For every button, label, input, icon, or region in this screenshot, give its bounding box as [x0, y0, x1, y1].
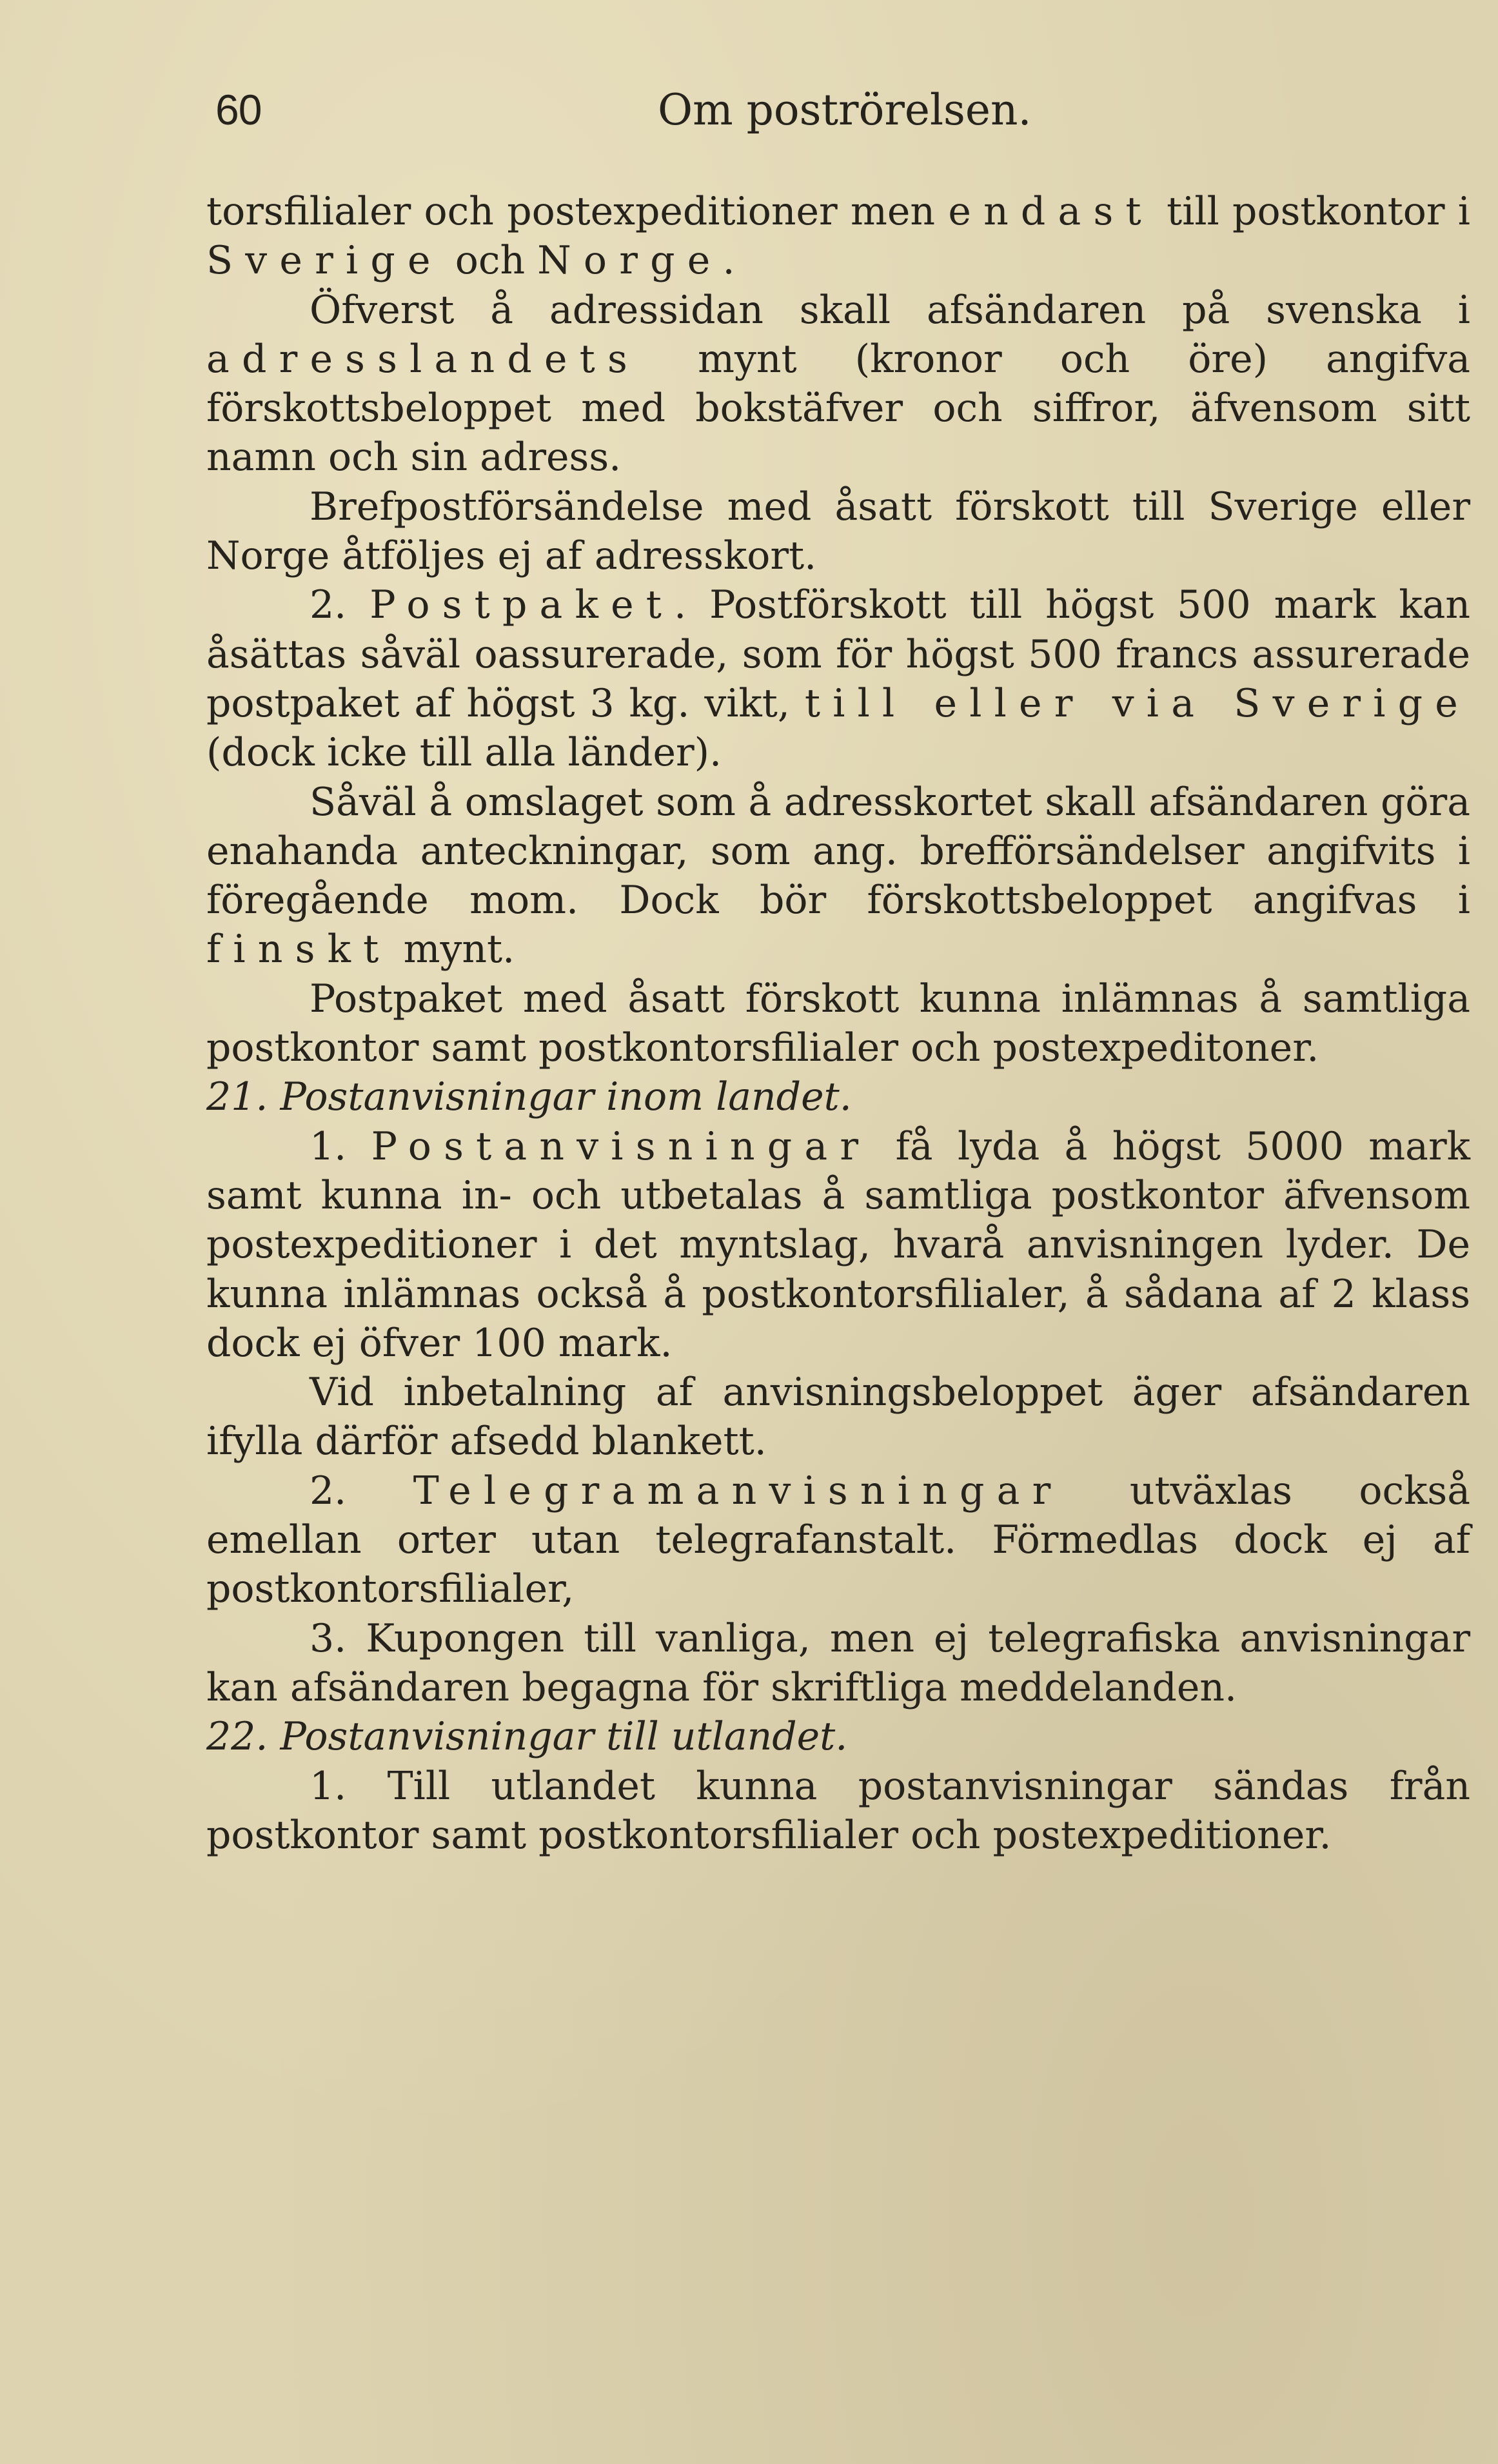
- p1-text-g: .: [722, 238, 735, 284]
- page-header: [206, 85, 1464, 150]
- p5-text-a: Såväl å omslaget som å adresskortet skall afsändaren göra enahanda anteckningar, som ang. brefförsändelser angifvits i föregående mom. Dock bör förskottsbeloppet angifvas i: [206, 779, 1470, 923]
- paragraph-4: [206, 580, 1470, 777]
- paragraph-2: [206, 286, 1470, 482]
- p9-text-a: 2.: [310, 1468, 413, 1513]
- paragraph-11: 1. Till utlandet kunna postanvisningar sändas från postkontor samt postkontorsfilialer och postexpeditioner.: [206, 1763, 1470, 1858]
- p5-text-c: mynt.: [391, 927, 515, 972]
- p7-text-c: få lyda å högst 5000 mark samt kunna in- och utbetalas å samtliga postkontor äfvensom postexpeditioner i det myntslag, hvarå anvisningen lyder. De kunna inlämnas också å postkontorsfilialer, å sådana af 2 klass dock ej öfver 100 mark.: [206, 1123, 1470, 1366]
- p1-text-c: till postkontor i: [1153, 189, 1470, 234]
- paragraph-9: [206, 1466, 1470, 1614]
- paragraph-3: Brefpostförsändelse med åsatt förskott till Sverige eller Norge åtföljes ej af adresskort.: [206, 484, 1470, 579]
- running-title: Om poströrelsen.: [658, 85, 1032, 135]
- p7-spaced-postanvisningar: Postanvisningar: [371, 1123, 871, 1169]
- p9-text-c: utväxlas också emellan orter utan telegrafanstalt. Förmedlas dock ej af postkontorsfilialer,: [206, 1468, 1470, 1612]
- p1-text-e: och: [442, 238, 538, 284]
- paragraph-5: [206, 778, 1470, 974]
- section-heading-22: 22. Postanvisningar till utlandet.: [206, 1714, 848, 1760]
- p2-text-a: Öfverst å adressidan skall afsändaren på svenska i: [310, 287, 1470, 333]
- paragraph-6: Postpaket med åsatt förskott kunna inlämnas å samtliga postkontor samt postkontorsfilialer och postexpeditoner.: [206, 976, 1470, 1071]
- paragraph-8: Vid inbetalning af anvisningsbeloppet äger afsändaren ifylla därför afsedd blankett.: [206, 1370, 1470, 1464]
- section-heading-21: 21. Postanvisningar inom landet.: [206, 1074, 852, 1120]
- paragraph-1: [206, 187, 1470, 286]
- page-number: 60: [215, 86, 262, 133]
- p7-text-a: 1.: [310, 1123, 371, 1169]
- p1-spaced-norge: Norge: [537, 238, 723, 284]
- p9-spaced-telegramanvisningar: Telegramanvisningar: [413, 1468, 1063, 1513]
- body-text: [206, 187, 1470, 1860]
- p2-spaced-adresslandets: adresslandets: [206, 336, 640, 382]
- p4-spaced-postpaket: Postpaket: [370, 582, 675, 628]
- p5-spaced-finskt: finskt: [206, 927, 391, 972]
- p4-spaced-till-eller-via-sverige: till eller via Sverige: [804, 680, 1470, 726]
- p4-text-a: 2.: [310, 582, 370, 628]
- p1-spaced-endast: endast: [948, 189, 1154, 234]
- paragraph-10: 3. Kupongen till vanliga, men ej telegrafiska anvisningar kan afsändaren begagna för skriftliga meddelanden.: [206, 1615, 1470, 1710]
- p4-text-c: . Postförskott till högst 500 mark kan åsättas såväl oassurerade, som för högst 500 francs assurerade postpaket af högst 3 kg. vikt,: [206, 582, 1470, 726]
- p2-text-c: mynt (kronor och öre) angifva förskottsbeloppet med bokstäfver och siffror, äfvensom sitt namn och sin adress.: [206, 336, 1470, 480]
- paragraph-7: [206, 1122, 1470, 1368]
- p1-spaced-sverige: Sverige: [206, 238, 443, 284]
- p4-text-e: (dock icke till alla länder).: [206, 730, 722, 776]
- p1-text-a: torsfilialer och postexpeditioner men: [206, 189, 949, 234]
